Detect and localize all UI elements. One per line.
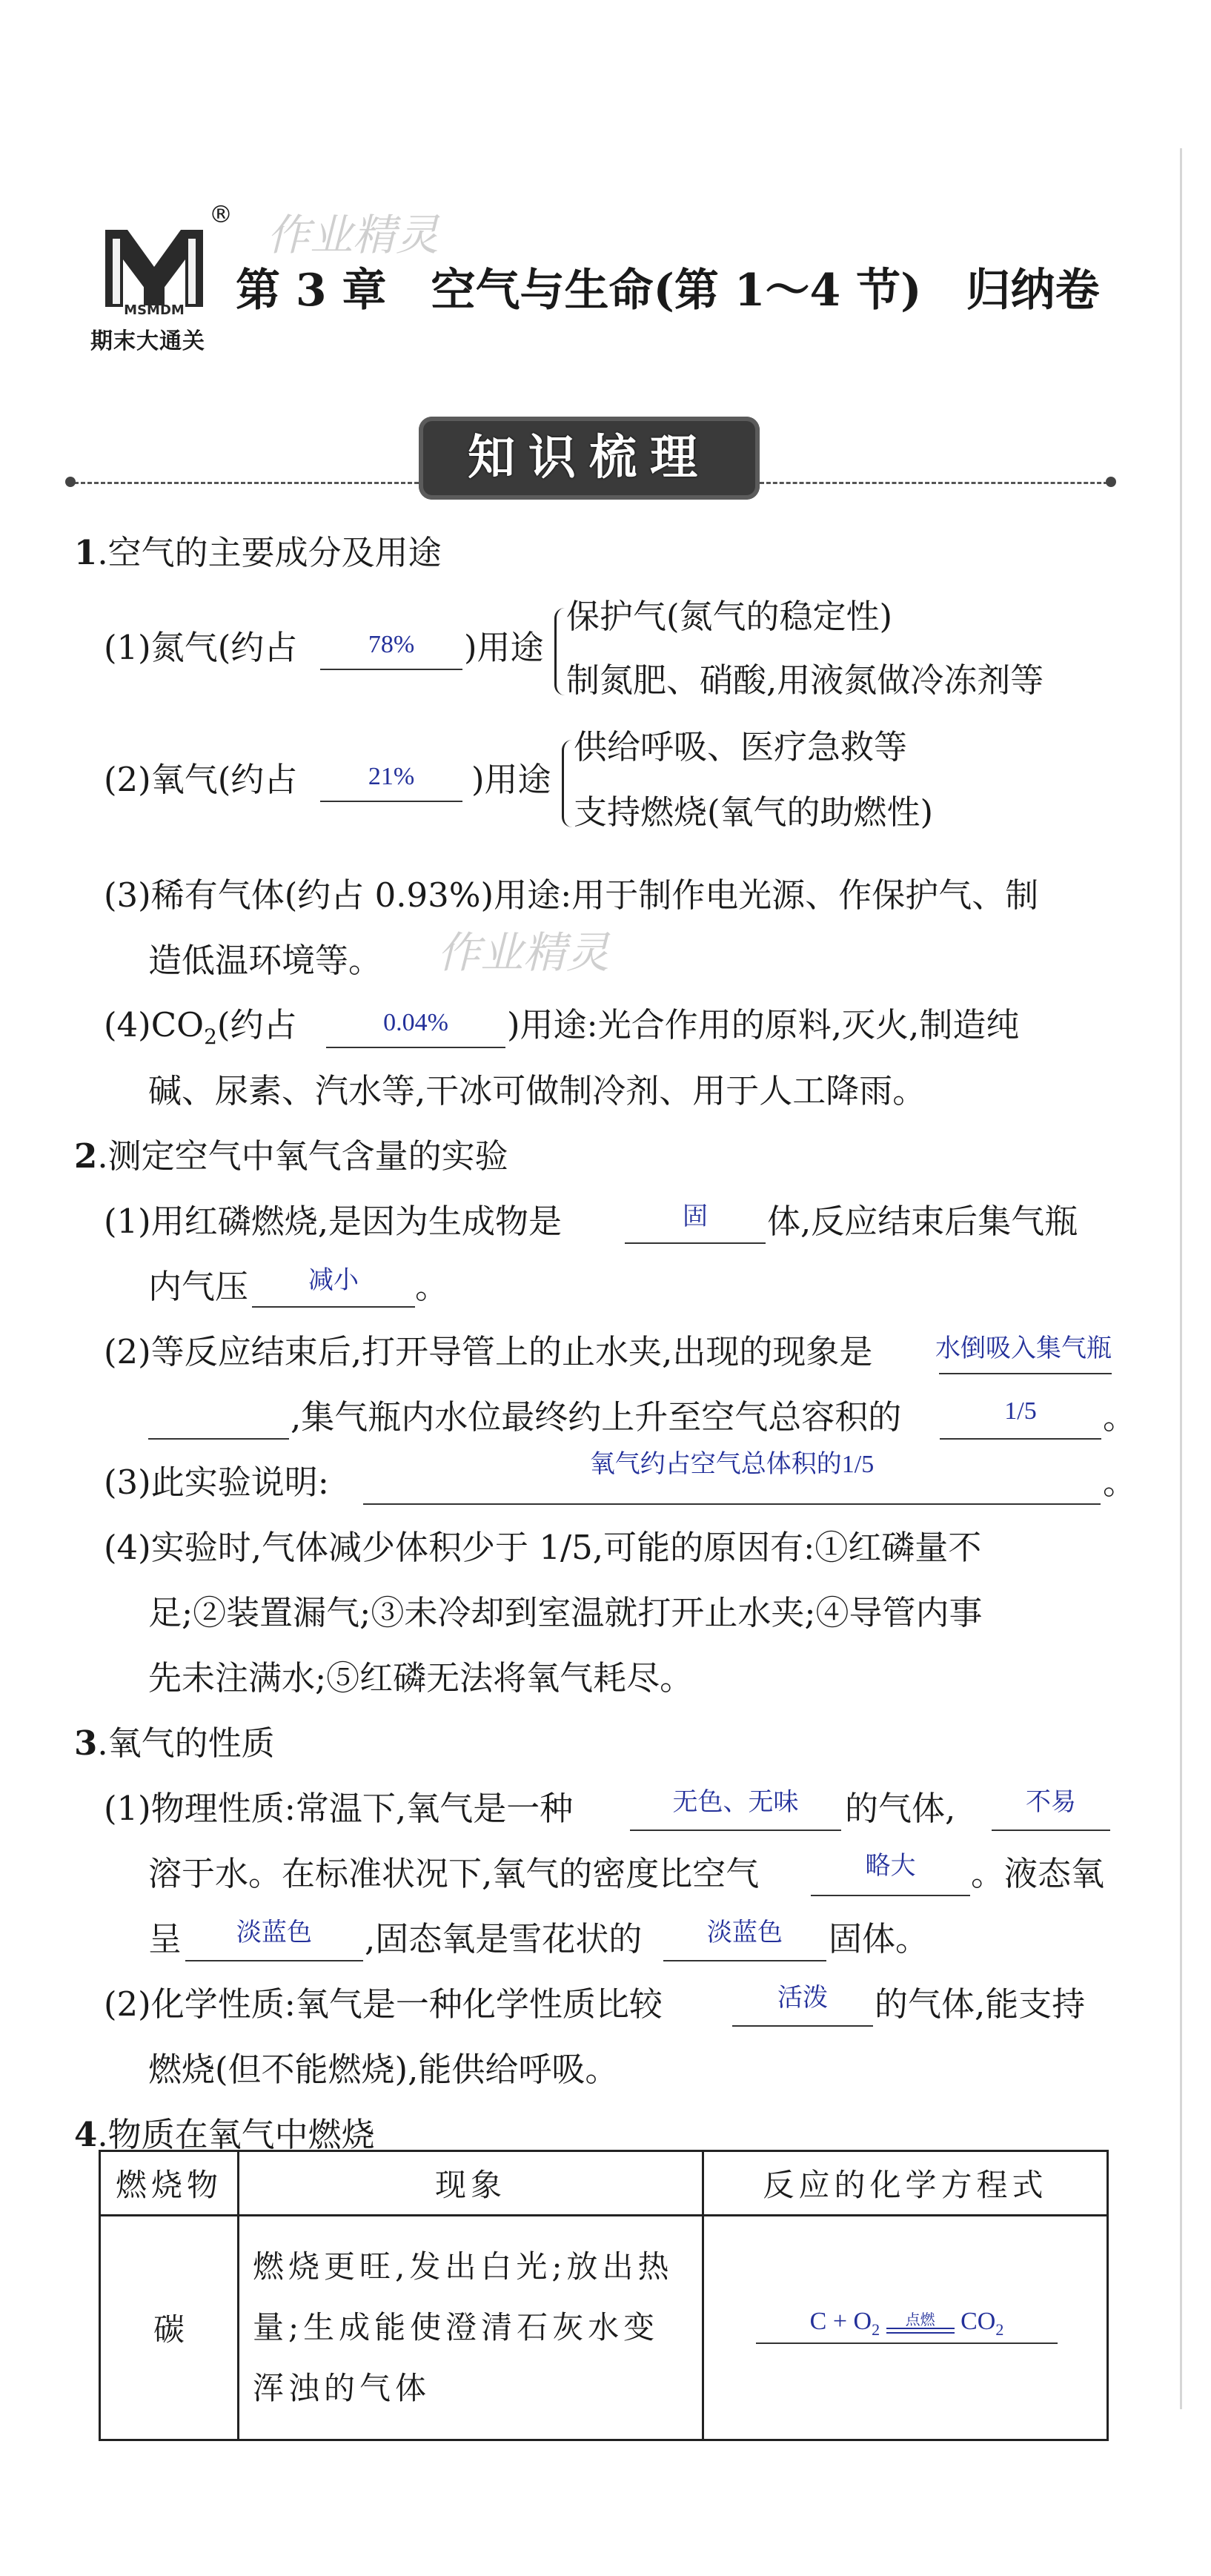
s3-item1-answer5: 淡蓝色 — [707, 1919, 783, 1947]
logo-name: 期末大通关 — [90, 328, 205, 354]
s1-item1-answer: 78% — [368, 631, 415, 658]
registered-mark: ® — [209, 200, 233, 228]
table-header: 现象 — [239, 2151, 703, 2216]
phenomenon-line: 燃烧更旺,发出白光;放出热 — [253, 2248, 674, 2285]
s3-item1-line3-end: 固体。 — [829, 1919, 929, 1959]
watermark: 作业精灵 — [267, 210, 439, 260]
s2-item4-line3: 先未注满水;⑤红磷无法将氧气耗尽。 — [148, 1658, 694, 1698]
s1-item4-prefix: $(4)CO_2$(约占 — [104, 1005, 297, 1049]
s2-item2-line2: ,集气瓶内水位最终约上升至空气总容积的 — [291, 1397, 902, 1437]
s2-item2-answer2: 1/5 — [1004, 1397, 1037, 1425]
s1-item3-line1: (3)稀有气体(约占 0.93%)用途:用于制作电光源、作保护气、制 — [104, 875, 1039, 915]
s2-item1-answer2: 减小 — [308, 1267, 359, 1294]
s2-item3-prefix: (3)此实验说明: — [104, 1463, 329, 1502]
s3-item1-line3-mid: ,固态氧是雪花状的 — [365, 1919, 643, 1959]
s2-item2-answer1: 水倒吸入集气瓶 — [935, 1335, 1112, 1363]
brace — [562, 740, 574, 827]
s1-item2-use1: 供给呼吸、医疗急救等 — [574, 727, 908, 766]
s3-item2-line2: 燃烧(但不能燃烧),能供给呼吸。 — [148, 2050, 619, 2089]
s2-item3-end: 。 — [1103, 1463, 1137, 1502]
svg-text:MSMDM: MSMDM — [124, 302, 185, 317]
divider-dot — [1106, 477, 1116, 487]
s3-item2-prefix: (2)化学性质:氧气是一种化学性质比较 — [104, 1984, 663, 2024]
s2-item1-prefix: (1)用红磷燃烧,是因为生成物是 — [104, 1202, 563, 1241]
watermark: 作业精灵 — [437, 927, 610, 978]
brace — [554, 608, 567, 695]
s3-item1-answer1: 无色、无味 — [672, 1789, 799, 1816]
s3-item1-answer3: 略大 — [865, 1852, 916, 1880]
s3-item1-line3-prefix: 呈 — [148, 1919, 182, 1959]
logo-mark — [102, 224, 206, 317]
s3-item1-line2-prefix: 溶于水。在标准状况下,氧气的密度比空气 — [148, 1854, 760, 1893]
s2-item2-prefix: (2)等反应结束后,打开导管上的止水夹,出现的现象是 — [104, 1332, 873, 1371]
table-header: 反应的化学方程式 — [703, 2151, 1108, 2216]
chapter-title: 第 3 章 空气与生命(第 1～4 节) 归纳卷 — [236, 265, 1100, 317]
s1-item2-use2: 支持燃烧(氧气的助燃性) — [574, 792, 934, 832]
s2-item1-suffix: 体,反应结束后集气瓶 — [767, 1202, 1078, 1241]
s2-item2-end: 。 — [1103, 1397, 1137, 1437]
section-4-heading: 4.物质在氧气中燃烧 — [74, 2115, 375, 2154]
section-banner-title: 知识梳理 — [468, 431, 711, 486]
s3-item2-answer: 活泼 — [777, 1984, 828, 2012]
table-header-row — [100, 2151, 1108, 2216]
s1-item4-suffix: )用途:光合作用的原料,灭火,制造纯 — [507, 1005, 1020, 1044]
s1-item2-prefix: (2)氧气(约占 — [104, 760, 298, 799]
s2-item1-line2-prefix: 内气压 — [148, 1267, 249, 1306]
s1-item1-suffix: )用途 — [464, 628, 544, 667]
s2-item1-answer1: 固 — [683, 1203, 708, 1231]
s3-item1-line2-end: 。液态氧 — [971, 1854, 1105, 1893]
section-1-heading: 1.空气的主要成分及用途 — [74, 533, 442, 572]
divider-dot — [65, 477, 76, 487]
equation-arrow: 点燃 — [886, 2313, 955, 2334]
s3-item1-answer4: 淡蓝色 — [236, 1919, 312, 1947]
s1-item2-answer: 21% — [368, 763, 415, 790]
table-cell-phenomenon — [239, 2216, 703, 2440]
divider-left — [74, 482, 419, 484]
s3-item1-answer2: 不易 — [1026, 1789, 1076, 1816]
page-edge-line — [1180, 148, 1182, 2409]
phenomenon-line: 量;生成能使澄清石灰水变 — [253, 2309, 660, 2345]
table-cell-substance: 碳 — [100, 2216, 239, 2440]
divider-right — [760, 482, 1108, 484]
s1-item4-line2: 碱、尿素、汽水等,干冰可做制冷剂、用于人工降雨。 — [148, 1071, 926, 1110]
s1-item2-suffix: )用途 — [471, 760, 551, 799]
s3-item1-prefix: (1)物理性质:常温下,氧气是一种 — [104, 1789, 574, 1828]
s1-item1-use1: 保护气(氮气的稳定性) — [566, 597, 893, 636]
s2-item2-blank1-cont — [148, 1400, 289, 1440]
s3-item1-mid: 的气体, — [845, 1789, 956, 1828]
s1-item4-answer: 0.04% — [383, 1009, 448, 1036]
table-cell-equation — [703, 2216, 1108, 2440]
s1-item3-line2: 造低温环境等。 — [148, 941, 382, 980]
table-row — [100, 2216, 1108, 2440]
s2-item1-line2-end: 。 — [415, 1267, 449, 1306]
equation-answer: $C + O_2$ 点燃 $CO_2$ — [809, 2308, 1004, 2339]
table-header: 燃烧物 — [100, 2151, 239, 2216]
s1-item1-prefix: (1)氮气(约占 — [104, 628, 298, 667]
s2-item4-line2: 足;②装置漏气;③未冷却到室温就打开止水夹;④导管内事 — [148, 1593, 983, 1632]
section-3-heading: 3.氧气的性质 — [74, 1724, 275, 1763]
s2-item3-answer: 氧气约占空气总体积的1/5 — [589, 1451, 875, 1478]
section-2-heading: 2.测定空气中氧气含量的实验 — [74, 1136, 508, 1176]
s1-item1-use2: 制氮肥、硝酸,用液氮做冷冻剂等 — [566, 660, 1044, 700]
combustion-table — [99, 2150, 1109, 2441]
s3-item2-suffix: 的气体,能支持 — [875, 1984, 1086, 2024]
s2-item4-line1: (4)实验时,气体减少体积少于 1/5,可能的原因有:①红磷量不 — [104, 1528, 982, 1567]
phenomenon-line: 浑浊的气体 — [253, 2370, 431, 2406]
